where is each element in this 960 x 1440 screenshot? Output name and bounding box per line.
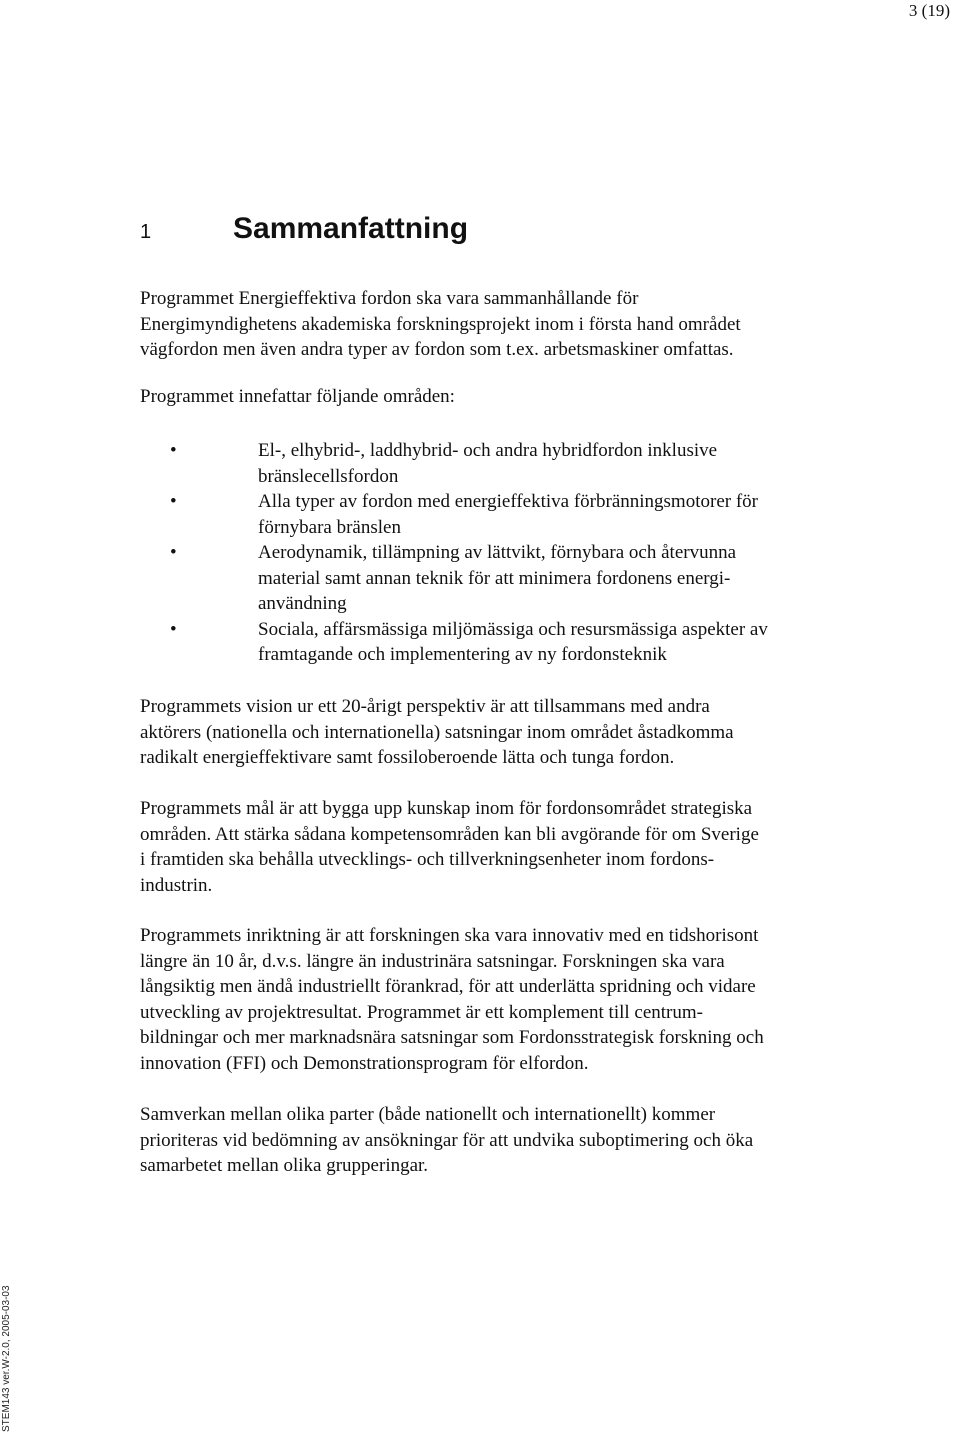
text-line: i framtiden ska behålla utvecklings- och tillverkningsenheter inom fordons- (140, 849, 715, 870)
bullet-icon: • (170, 542, 177, 563)
section-heading (140, 212, 468, 252)
direction-paragraph (140, 923, 880, 1076)
list-item (170, 540, 870, 617)
text-line: innovation (FFI) och Demonstrationsprogram för elfordon. (140, 1052, 589, 1074)
list-item (170, 617, 870, 668)
text-line: Programmet Energieffektiva fordon ska vara sammanhållande för (140, 288, 639, 309)
lead-paragraph: Programmet innefattar följande områden: (140, 386, 455, 407)
page-number: 3 (19) (908, 1, 950, 20)
text-line: industrin. (140, 874, 213, 896)
template-version-text: STEM143 ver.W-2.0, 2005-03-03 (1, 1285, 12, 1432)
text-line: långsiktig men ändå industriellt förankrad, för att underlätta spridning och vidare (140, 976, 756, 997)
text-line: Alla typer av fordon med energieffektiva förbränningsmotorer för (258, 491, 758, 512)
text-line: material samt annan teknik för att minimera fordonens energi- (258, 567, 731, 589)
text-line: framtagande och implementering av ny fordonsteknik (258, 644, 667, 665)
bullet-icon: • (170, 618, 177, 640)
text-line: Energimyndighetens akademiska forskningsprojekt inom i första hand området (140, 313, 741, 335)
text-line: radikalt energieffektivare samt fossiloberoende lätta och tunga fordon. (140, 747, 675, 768)
text-line: Programmets vision ur ett 20-årigt perspektiv är att tillsammans med andra (140, 696, 710, 717)
text-line: utveckling av projektresultat. Programmet är ett komplement till centrum- (140, 1001, 703, 1023)
goal-paragraph (140, 796, 880, 898)
text-line: bildningar och mer marknadsnära satsningar som Fordonsstrategisk forskning och (140, 1027, 764, 1048)
text-line: användning (258, 593, 347, 614)
text-line: Sociala, affärsmässiga miljömässiga och resursmässiga aspekter av (258, 618, 768, 640)
text-line: längre än 10 år, d.v.s. längre än industrinära satsningar. Forskningen ska vara (140, 950, 725, 972)
text-line: Programmets mål är att bygga upp kunskap inom för fordonsområdet strategiska (140, 798, 753, 819)
list-item (170, 489, 870, 540)
intro-paragraph (140, 286, 880, 363)
cooperation-paragraph (140, 1102, 880, 1179)
vision-paragraph (140, 694, 880, 771)
section-title: Sammanfattning (233, 212, 469, 245)
program-areas-list (170, 438, 870, 668)
text-line: Programmets inriktning är att forskningen ska vara innovativ med en tidshorisont (140, 925, 759, 946)
template-version-svg (0, 1252, 12, 1432)
list-item (170, 438, 870, 489)
text-line: prioriteras vid bedömning av ansökningar för att undvika suboptimering och öka (140, 1129, 754, 1151)
text-line: Aerodynamik, tillämpning av lättvikt, förnybara och återvunna (258, 542, 737, 563)
text-line: bränslecellsfordon (258, 465, 399, 487)
text-line: vägfordon men även andra typer av fordon som t.ex. arbetsmaskiner omfattas. (140, 339, 734, 360)
text-line: El-, elhybrid-, laddhybrid- och andra hybridfordon inklusive (258, 440, 718, 461)
text-line: områden. Att stärka sådana kompetensområden kan bli avgörande för om Sverige (140, 823, 759, 845)
text-line: samarbetet mellan olika grupperingar. (140, 1155, 429, 1176)
bullet-icon: • (170, 440, 177, 461)
section-number: 1 (140, 221, 152, 243)
text-line: förnybara bränslen (258, 516, 401, 538)
template-version-note (0, 1252, 12, 1432)
text-line: aktörers (nationella och internationella) satsningar inom området åstadkomma (140, 721, 734, 743)
text-line: Samverkan mellan olika parter (både nationellt och internationellt) kommer (140, 1104, 716, 1125)
bullet-icon: • (170, 491, 177, 512)
